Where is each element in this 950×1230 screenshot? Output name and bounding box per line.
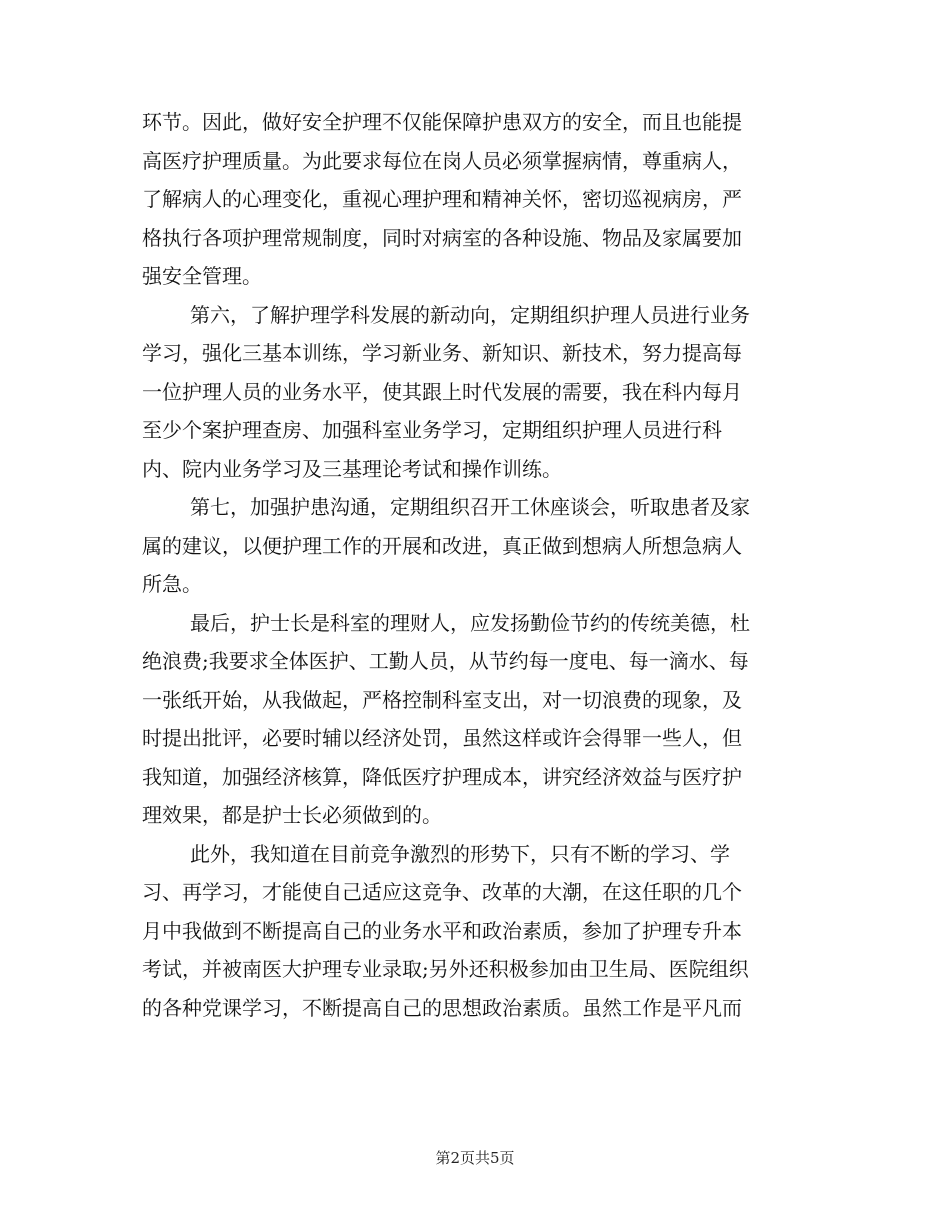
text-line: 格执行各项护理常规制度，同时对病室的各种设施、物品及家属要加 bbox=[142, 225, 742, 250]
text-line: 所急。 bbox=[142, 572, 202, 596]
page-footer: 第2页共5页 bbox=[435, 1149, 515, 1167]
text-line: 最后，护士长是科室的理财人，应发扬勤俭节约的传统美德，杜 bbox=[190, 610, 750, 635]
text-line: 的各种党课学习，不断提高自己的思想政治素质。虽然工作是平凡而 bbox=[142, 995, 742, 1020]
text-line: 内、院内业务学习及三基理论考试和操作训练。 bbox=[142, 456, 562, 481]
text-line: 绝浪费;我要求全体医护、工勤人员，从节约每一度电、每一滴水、每 bbox=[142, 649, 749, 673]
text-line: 考试，并被南医大护理专业录取;另外还积极参加由卫生局、医院组织 bbox=[142, 957, 749, 981]
text-line: 理效果，都是护士长必须做到的。 bbox=[142, 803, 442, 827]
text-line: 学习，强化三基本训练，学习新业务、新知识、新技术，努力提高每 bbox=[142, 341, 742, 365]
text-line: 我知道，加强经济核算，降低医疗护理成本，讲究经济效益与医疗护 bbox=[142, 764, 742, 789]
text-line: 环节。因此，做好安全护理不仅能保障护患双方的安全，而且也能提 bbox=[142, 110, 742, 134]
text-line: 高医疗护理质量。为此要求每位在岗人员必须掌握病情，尊重病人， bbox=[142, 148, 742, 173]
text-line: 至少个案护理查房、加强科室业务学习，定期组织护理人员进行科 bbox=[142, 418, 722, 442]
text-line: 时提出批评，必要时辅以经济处罚，虽然这样或许会得罪一些人，但 bbox=[142, 726, 742, 750]
text-line: 强安全管理。 bbox=[142, 264, 262, 288]
text-line: 第六，了解护理学科发展的新动向，定期组织护理人员进行业务 bbox=[190, 302, 750, 327]
text-line: 习、再学习，才能使自己适应这竞争、改革的大潮，在这任职的几个 bbox=[142, 880, 742, 904]
text-line: 一位护理人员的业务水平，使其跟上时代发展的需要，我在科内每月 bbox=[142, 379, 742, 404]
text-line: 了解病人的心理变化，重视心理护理和精神关怀，密切巡视病房，严 bbox=[142, 187, 742, 211]
text-line: 一张纸开始，从我做起，严格控制科室支出，对一切浪费的现象，及 bbox=[142, 687, 742, 712]
document-body bbox=[142, 103, 807, 1027]
text-line: 属的建议，以便护理工作的开展和改进，真正做到想病人所想急病人 bbox=[142, 533, 742, 558]
text-line: 月中我做到不断提高自己的业务水平和政治素质，参加了护理专升本 bbox=[142, 918, 742, 943]
text-line: 此外，我知道在目前竞争激烈的形势下，只有不断的学习、学 bbox=[190, 841, 730, 866]
text-line: 第七，加强护患沟通，定期组织召开工休座谈会，听取患者及家 bbox=[190, 495, 750, 519]
